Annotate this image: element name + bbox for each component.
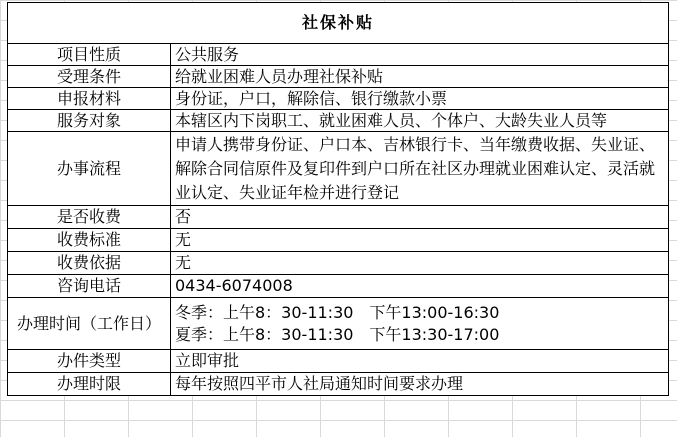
row-value[interactable]	[171, 298, 669, 350]
process-text: 申请人携带身份证、户口本、吉林银行卡、当年缴费收据、失业证、解除合同信原件及复印件到户口所在社区办理就业困难认定、灵活就业认定、失业证年检并进行登记	[175, 134, 656, 202]
row-label[interactable]: 收费标准	[8, 229, 171, 252]
table-row	[8, 229, 669, 252]
hours-summer: 夏季：上午8：30-11:30 下午13:30-17:00	[175, 324, 500, 344]
table-row	[8, 88, 669, 110]
table-title[interactable]: 社保补贴	[8, 3, 669, 44]
row-value[interactable]: 本辖区内下岗职工、就业困难人员、个体户、大龄失业人员等	[171, 110, 669, 132]
table-row	[8, 298, 669, 350]
table-row	[8, 350, 669, 373]
row-value[interactable]: 无	[171, 229, 669, 252]
row-value[interactable]: 给就业困难人员办理社保补贴	[171, 66, 669, 88]
table-row	[8, 252, 669, 275]
row-label[interactable]: 项目性质	[8, 44, 171, 66]
row-value[interactable]: 否	[171, 206, 669, 229]
row-label[interactable]: 办事流程	[8, 132, 171, 206]
row-label[interactable]: 办理时限	[8, 373, 171, 396]
table-row	[8, 132, 669, 206]
row-value[interactable]: 0434-6074008	[171, 275, 669, 298]
table-row	[8, 373, 669, 396]
row-value[interactable]: 无	[171, 252, 669, 275]
row-value[interactable]: 每年按照四平市人社局通知时间要求办理	[171, 373, 669, 396]
row-label[interactable]: 申报材料	[8, 88, 171, 110]
table-row	[8, 66, 669, 88]
row-value[interactable]: 公共服务	[171, 44, 669, 66]
row-value[interactable]: 立即审批	[171, 350, 669, 373]
row-value[interactable]: 身份证，户口，解除信、银行缴款小票	[171, 88, 669, 110]
row-value[interactable]	[171, 132, 669, 206]
row-label[interactable]: 咨询电话	[8, 275, 171, 298]
row-label[interactable]: 是否收费	[8, 206, 171, 229]
row-label[interactable]: 受理条件	[8, 66, 171, 88]
row-label[interactable]: 收费依据	[8, 252, 171, 275]
table-row	[8, 44, 669, 66]
table-row	[8, 275, 669, 298]
hours-winter: 冬季：上午8：30-11:30 下午13:00-16:30	[175, 302, 500, 322]
row-label[interactable]: 办理时间（工作日）	[8, 298, 171, 350]
table-row	[8, 110, 669, 132]
row-label[interactable]: 服务对象	[8, 110, 171, 132]
row-label[interactable]: 办件类型	[8, 350, 171, 373]
table-row	[8, 206, 669, 229]
title-row	[8, 3, 669, 44]
subsidy-info-table	[7, 2, 669, 396]
